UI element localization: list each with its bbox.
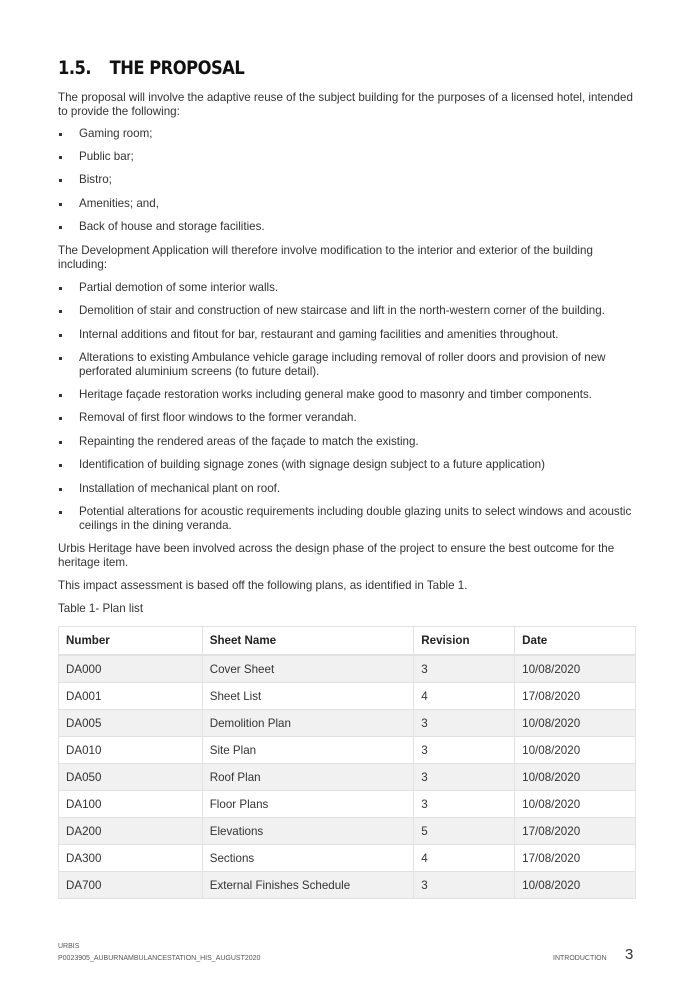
cell-revision: 4	[414, 845, 515, 872]
cell-number: DA000	[59, 655, 203, 683]
cell-date: 10/08/2020	[515, 764, 636, 791]
list-item: Removal of first floor windows to the former verandah.	[58, 411, 638, 425]
bullet-icon	[59, 417, 62, 420]
list-item: Repainting the rendered areas of the façade to match the existing.	[58, 435, 638, 449]
column-header-number: Number	[59, 627, 203, 656]
involvement-paragraph: Urbis Heritage have been involved across the design phase of the project to ensure the best outcome for the heritage item.	[58, 542, 615, 569]
list-item: Identification of building signage zones (with signage design subject to a future application)	[58, 458, 638, 472]
cell-date: 17/08/2020	[515, 845, 636, 872]
cell-sheet-name: Site Plan	[202, 737, 414, 764]
table-header-row	[59, 627, 636, 656]
section-heading	[58, 57, 244, 83]
bullet-icon	[59, 287, 62, 290]
intro-paragraph: The proposal will involve the adaptive reuse of the subject building for the purposes of a licensed hotel, intended to provide the following:	[58, 91, 633, 118]
cell-revision: 3	[414, 737, 515, 764]
bullet-icon	[59, 226, 62, 229]
bullet-icon	[59, 133, 62, 136]
bullet-icon	[59, 394, 62, 397]
cell-revision: 5	[414, 818, 515, 845]
bullet-icon	[59, 179, 62, 182]
bullet-icon	[59, 156, 62, 159]
development-paragraph: The Development Application will therefore involve modification to the interior and exterior of the building including:	[58, 244, 593, 271]
list-item: Potential alterations for acoustic requirements including double glazing units to select windows and acoustic ceilings in the dining veranda.	[58, 505, 638, 532]
page-number: 3	[625, 946, 634, 963]
table-row	[59, 710, 636, 737]
table-row	[59, 764, 636, 791]
cell-sheet-name: Elevations	[202, 818, 414, 845]
cell-sheet-name: Roof Plan	[202, 764, 414, 791]
column-header-date: Date	[515, 627, 636, 656]
footer-document-code: P0023905_AUBURNAMBULANCESTATION_HIS_AUGUST2020	[58, 955, 261, 962]
cell-revision: 4	[414, 683, 515, 710]
cell-sheet-name: Sections	[202, 845, 414, 872]
table-row	[59, 683, 636, 710]
cell-sheet-name: External Finishes Schedule	[202, 872, 414, 899]
list-item: Demolition of stair and construction of new staircase and lift in the north-western corner of the building.	[58, 304, 638, 318]
cell-sheet-name: Sheet List	[202, 683, 414, 710]
list-item: Heritage façade restoration works including general make good to masonry and timber components.	[58, 388, 638, 402]
column-header-revision: Revision	[414, 627, 515, 656]
cell-date: 10/08/2020	[515, 791, 636, 818]
footer-brand: URBIS	[58, 943, 80, 950]
list-item: Back of house and storage facilities.	[58, 220, 638, 234]
table-row	[59, 737, 636, 764]
cell-date: 10/08/2020	[515, 710, 636, 737]
bullet-icon	[59, 334, 62, 337]
table-row	[59, 872, 636, 899]
cell-number: DA005	[59, 710, 203, 737]
cell-number: DA200	[59, 818, 203, 845]
cell-sheet-name: Cover Sheet	[202, 655, 414, 683]
list-item: Gaming room;	[58, 127, 638, 141]
cell-revision: 3	[414, 710, 515, 737]
table-row	[59, 791, 636, 818]
list-item: Installation of mechanical plant on roof.	[58, 482, 638, 496]
cell-revision: 3	[414, 791, 515, 818]
cell-date: 10/08/2020	[515, 872, 636, 899]
basis-paragraph: This impact assessment is based off the following plans, as identified in Table 1.	[58, 579, 468, 592]
bullet-icon	[59, 357, 62, 360]
section-number: 1.5.	[58, 57, 92, 79]
bullet-icon	[59, 488, 62, 491]
list-item: Alterations to existing Ambulance vehicle garage including removal of roller doors and provision of new perforated aluminium screens (to future detail).	[58, 351, 638, 378]
list-item: Internal additions and fitout for bar, restaurant and gaming facilities and amenities throughout.	[58, 328, 638, 342]
bullet-icon	[59, 310, 62, 313]
bullet-icon	[59, 203, 62, 206]
cell-date: 10/08/2020	[515, 737, 636, 764]
footer-section-name: INTRODUCTION	[553, 955, 607, 962]
list-item: Bistro;	[58, 173, 638, 187]
cell-number: DA100	[59, 791, 203, 818]
cell-number: DA050	[59, 764, 203, 791]
cell-date: 10/08/2020	[515, 655, 636, 683]
cell-number: DA010	[59, 737, 203, 764]
cell-number: DA001	[59, 683, 203, 710]
cell-number: DA300	[59, 845, 203, 872]
cell-revision: 3	[414, 872, 515, 899]
cell-number: DA700	[59, 872, 203, 899]
cell-date: 17/08/2020	[515, 818, 636, 845]
table-row	[59, 818, 636, 845]
cell-date: 17/08/2020	[515, 683, 636, 710]
table-caption: Table 1- Plan list	[58, 602, 144, 615]
plan-list-table	[58, 626, 636, 899]
list-item: Public bar;	[58, 150, 638, 164]
bullet-icon	[59, 464, 62, 467]
bullet-icon	[59, 441, 62, 444]
table-row	[59, 845, 636, 872]
list-item: Partial demotion of some interior walls.	[58, 281, 638, 295]
cell-revision: 3	[414, 764, 515, 791]
cell-sheet-name: Floor Plans	[202, 791, 414, 818]
cell-sheet-name: Demolition Plan	[202, 710, 414, 737]
bullet-icon	[59, 511, 62, 514]
cell-revision: 3	[414, 655, 515, 683]
section-title: THE PROPOSAL	[109, 57, 245, 79]
table-row	[59, 655, 636, 683]
list-item: Amenities; and,	[58, 197, 638, 211]
column-header-sheet-name: Sheet Name	[202, 627, 414, 656]
